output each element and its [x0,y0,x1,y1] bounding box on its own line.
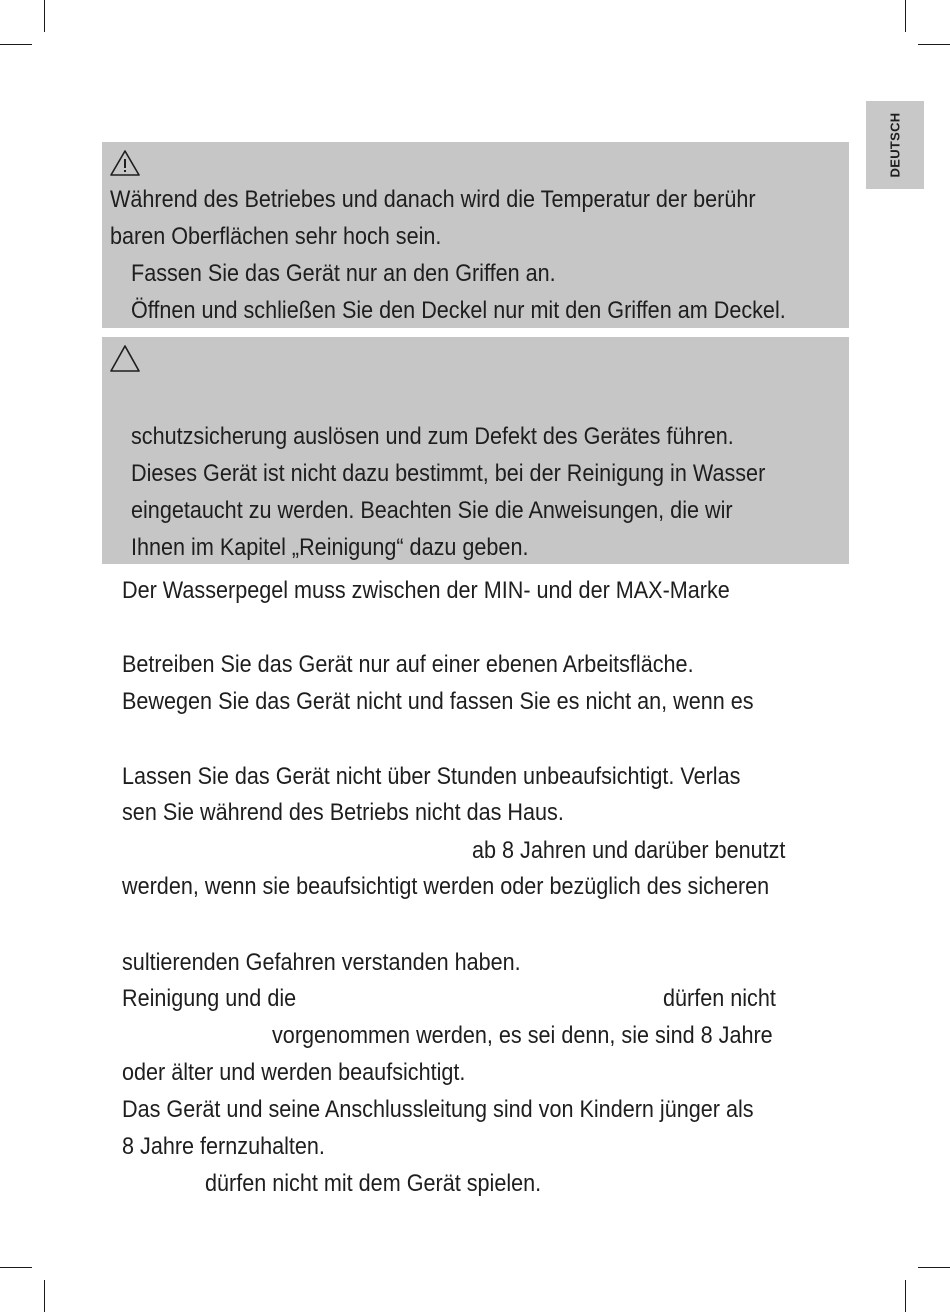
crop-mark [905,0,906,32]
warning-triangle-icon [108,148,142,178]
body-line: dürfen nicht [663,985,776,1012]
crop-mark [918,44,950,45]
warning1-line: Fassen Sie das Gerät nur an den Griffen an. [131,260,556,287]
body-line: Lassen Sie das Gerät nicht über Stunden unbeaufsichtigt. Verlas [122,763,741,790]
body-line: dürfen nicht mit dem Gerät spielen. [205,1170,542,1197]
warning2-line: eingetaucht zu werden. Beachten Sie die Anweisungen, die wir [131,497,733,524]
warning2-line: schutzsicherung auslösen und zum Defekt des Gerätes führen. [131,423,734,450]
body-line: 8 Jahre fernzuhalten. [122,1133,325,1160]
body-line: Der Wasserpegel muss zwischen der MIN- und der MAX-Marke [122,577,730,604]
warning1-line: Öffnen und schließen Sie den Deckel nur mit den Griffen am Deckel. [131,297,786,324]
crop-mark [0,1267,32,1268]
warning1-line: Während des Betriebes und danach wird die Temperatur der berühr [110,186,756,213]
warning2-line: Dieses Gerät ist nicht dazu bestimmt, bei der Reinigung in Wasser [131,460,766,487]
body-line: vorgenommen werden, es sei denn, sie sind 8 Jahre [272,1022,773,1049]
language-tab [866,101,924,189]
body-line: ab 8 Jahren und darüber benutzt [472,837,786,864]
body-line: Reinigung und die [122,985,297,1012]
crop-mark [0,44,32,45]
body-line: Betreiben Sie das Gerät nur auf einer ebenen Arbeitsfläche. [122,651,694,678]
body-line: Das Gerät und seine Anschlussleitung sind von Kindern jünger als [122,1096,754,1123]
language-tab-label: DEUTSCH [887,112,903,178]
crop-mark [918,1267,950,1268]
crop-mark [44,1280,45,1312]
body-line: Bewegen Sie das Gerät nicht und fassen Sie es nicht an, wenn es [122,688,754,715]
warning2-line: Ihnen im Kapitel „Reinigung“ dazu geben. [131,534,529,561]
body-line: sultierenden Gefahren verstanden haben. [122,949,521,976]
warning-triangle-icon [108,343,142,375]
crop-mark [44,0,45,32]
crop-mark [905,1280,906,1312]
warning1-line: baren Oberflächen sehr hoch sein. [110,223,442,250]
body-line: werden, wenn sie beaufsichtigt werden oder bezüglich des sicheren [122,873,770,900]
body-line: sen Sie während des Betriebs nicht das Haus. [122,799,564,826]
body-line: oder älter und werden beaufsichtigt. [122,1059,466,1086]
